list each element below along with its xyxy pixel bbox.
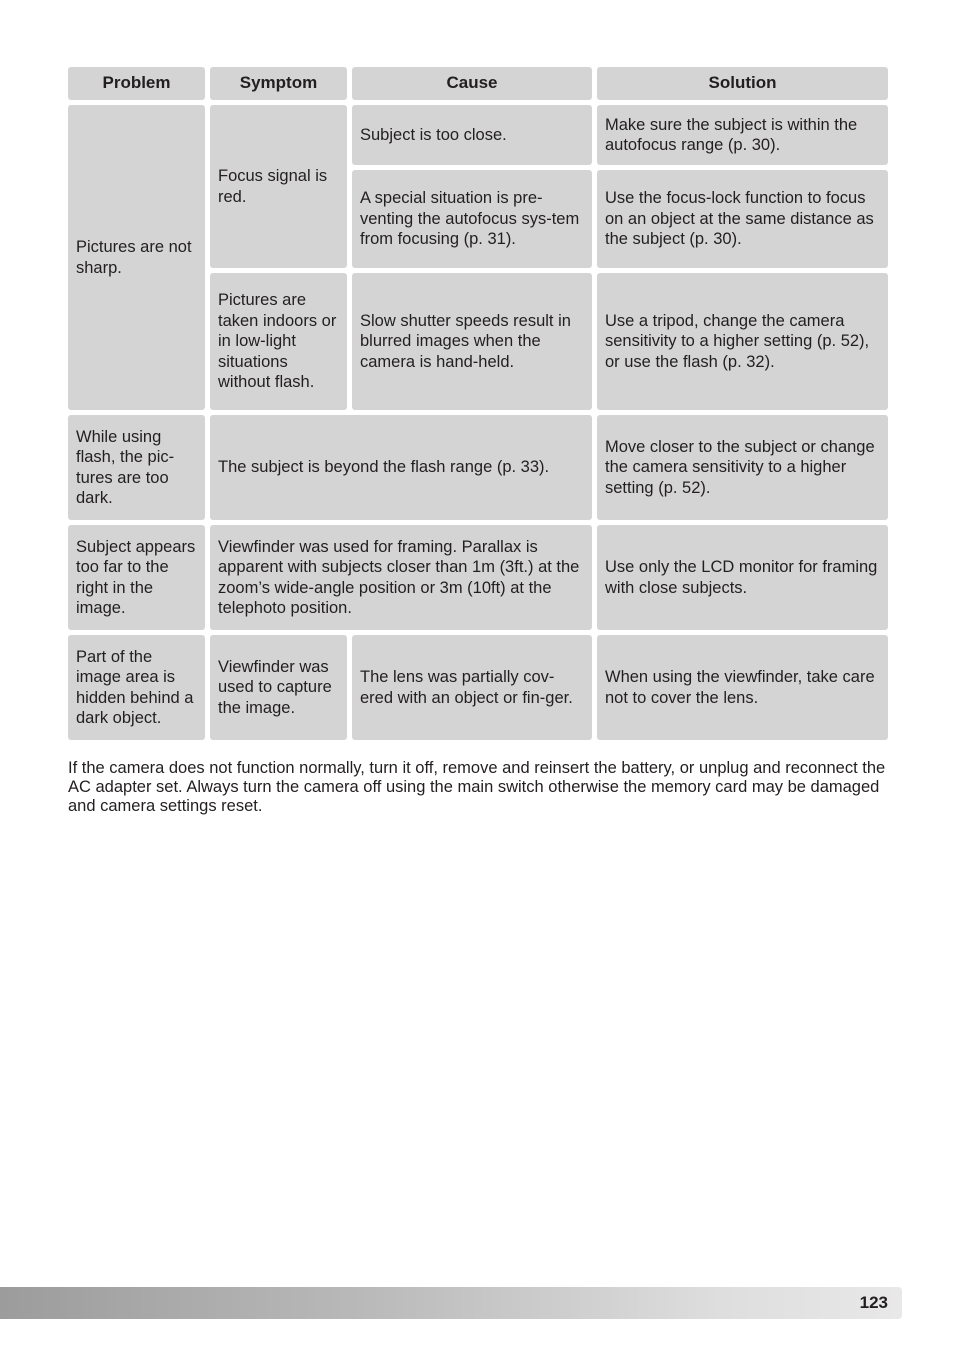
footer-bar: [0, 1287, 902, 1319]
table-cell-solution: Make sure the subject is within the autofocus range (p. 30).: [597, 105, 888, 165]
table-cell-cause: Subject is too close.: [352, 105, 592, 165]
troubleshooting-table: [68, 67, 887, 740]
table-cell-cause: The subject is beyond the flash range (p. 33).: [210, 415, 592, 520]
footnote-paragraph: If the camera does not function normally, turn it off, remove and reinsert the battery, or unplug and reconnect the AC adapter set. Always turn the camera off using the main switch otherwise the memory card may be damaged and camera settings reset.: [68, 759, 886, 815]
table-cell-problem: Pictures are not sharp.: [68, 105, 205, 410]
header-solution: Solution: [597, 67, 888, 100]
page-number: 123: [859, 1293, 888, 1312]
table-cell-solution: When using the viewfinder, take care not to cover the lens.: [597, 635, 888, 740]
table-cell-cause: Viewfinder was used for framing. Parallax is apparent with subjects closer than 1m (3ft.) at the zoom’s wide-angle position or 3m (10ft) at the telephoto position.: [210, 525, 592, 630]
table-cell-solution: Use only the LCD monitor for framing with close subjects.: [597, 525, 888, 630]
table-cell-cause: The lens was partially cov-ered with an object or fin-ger.: [352, 635, 592, 740]
table-cell-solution: Use a tripod, change the camera sensitivity to a higher setting (p. 52), or use the flash (p. 32).: [597, 273, 888, 410]
table-cell-problem: Part of the image area is hidden behind a dark object.: [68, 635, 205, 740]
table-cell-symptom: Viewfinder was used to capture the image.: [210, 635, 347, 740]
table-cell-symptom: Pictures are taken indoors or in low-light situations without flash.: [210, 273, 347, 410]
table-cell-symptom: Focus signal is red.: [210, 105, 347, 268]
table-cell-solution: Move closer to the subject or change the camera sensitivity to a higher setting (p. 52).: [597, 415, 888, 520]
table-cell-problem: While using flash, the pic-tures are too dark.: [68, 415, 205, 520]
table-cell-cause: A special situation is pre-venting the autofocus sys-tem from focusing (p. 31).: [352, 170, 592, 268]
header-cause: Cause: [352, 67, 592, 100]
table-cell-cause: Slow shutter speeds result in blurred images when the camera is hand-held.: [352, 273, 592, 410]
table-cell-solution: Use the focus-lock function to focus on an object at the same distance as the subject (p. 30).: [597, 170, 888, 268]
table-cell-problem: Subject appears too far to the right in the image.: [68, 525, 205, 630]
header-symptom: Symptom: [210, 67, 347, 100]
header-problem: Problem: [68, 67, 205, 100]
